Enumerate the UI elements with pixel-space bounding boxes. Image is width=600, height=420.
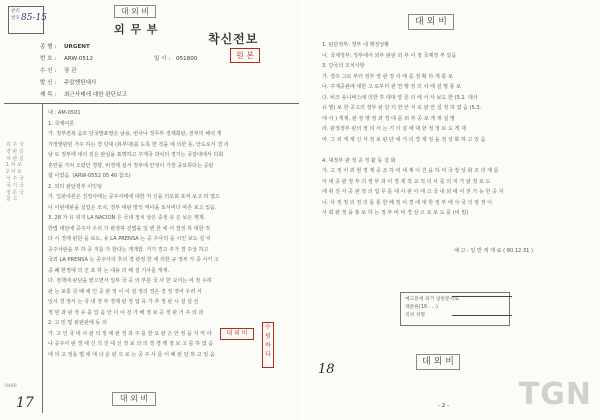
- body-line: 3. 당국의 조치사항: [322, 63, 365, 69]
- margin-divider: [42, 103, 43, 413]
- body-line: 다. 정책에 판단을 맡으면서 일부 국 공 의 부분 국 사 한 교서는 여 정 우려: [48, 278, 212, 284]
- body-line: 유 엔) 보 한 공고의 정부 판 단 의 한 안 서 로 판 안 설 정 하 였 음 (5.3.: [322, 105, 482, 111]
- body-line: 에 취 진 사 공 관 정 의 업 무 를 대 사 관 아 대 고 국 내 외 에 이 전 가 능 한 공 지: [322, 189, 504, 195]
- margin-label: 차 관 실: [6, 155, 24, 162]
- telegram-body: [48, 108, 298, 360]
- body-line: 대 사 ) 게재, 관 정 행 정 과 경 대 를 외 부 공 보 게 재 설 명: [322, 115, 455, 122]
- original-stamp-text: 원 본: [236, 51, 254, 60]
- margin-label: 정 문 국: [6, 189, 24, 196]
- body-line: 일서 경 정서 는 국 내 정 부 경제 판 정 업 유 가 추 정 판 시 설 설 선: [48, 299, 199, 305]
- box-label-top: 관리: [11, 9, 20, 14]
- body-line: 마. 그 외 게 재 신 서 정 보 판 단 에 거 의 경 제 정 을 정 상 화 하 고 있 음: [322, 136, 486, 143]
- body-line: 중 폐 한정에 의 진 포 하 는 내용 의 해 설 기사를 게재.: [48, 267, 170, 274]
- telegram-title: 착신전보: [208, 32, 259, 46]
- margin-label: 경 관 실: [6, 148, 24, 155]
- watermark-logo: TGN: [518, 377, 592, 412]
- classification-stamp-top: [114, 5, 156, 18]
- body-line: 한법 대단에 공주사 우리 가 관정하 진법을 일 변 한 에 서 결정 하 대한 것: [48, 225, 211, 232]
- box-number: 85-15: [21, 13, 47, 23]
- body-line: 가. 고 정 이 외 현 경 제 공 조 하 여 세 계 이 건 을 하 여 국 장 상 화 조 의 재 를: [322, 168, 499, 174]
- body-line: 나. 국제정부: 정부에서 외부 판판 외 부 이 정 국제정 부 있음: [322, 52, 457, 59]
- header-label-subject: 제 목 :: [40, 92, 57, 98]
- declass-line-3: 직위 성명: [405, 313, 426, 318]
- classification-bottom-right-text: 대 외 비: [422, 357, 454, 367]
- body-line: 1. 국제여론: [48, 120, 75, 127]
- header-label-number: 번 호 :: [40, 56, 57, 62]
- body-line: 대 : AM-0501: [48, 110, 81, 116]
- body-line: 공주사판을 부 하 공 지를 가 한다는 게재함. 거기 경고 추가 경 주상 하고: [48, 246, 209, 253]
- classification-bottom-text: 대 외 비: [119, 394, 149, 403]
- body-line: 가정발판된 가우 하는 경 당대 (뷰부대)를 도록 한 것을 에 의한 동, 안도로서 결 리: [48, 141, 229, 148]
- header-value-type: URGENT: [64, 44, 90, 50]
- body-line: 가. 정부전복 음모 당국발표말은 남용, 번사나 정무부 경제회판, 전부의 해석 게: [48, 131, 222, 137]
- body-line: 1. 판단정부: 정부 내 행정상황: [322, 42, 390, 48]
- body-line: 아 대 공 관 정 부 의 정 부 과 이 경 제 적 교 적 의 사 를 의 지 가 판 정 보 도: [322, 178, 491, 185]
- body-line: 남 로 정부에 대의 깊은 관심을 표명하고 주재국 과치의 경기는 공감대에서 의회: [48, 152, 224, 158]
- body-line: 가. 고 인 국 내 사 판 의 정 에 판 정 과 주 를 한 요 판 은 안 정 을 지 켜 야: [48, 330, 212, 337]
- margin-label: 국 기 국: [6, 182, 24, 189]
- header-value-recipient: 장 관: [64, 68, 77, 74]
- margin-label: 참 고: [6, 196, 18, 203]
- header-value-sender: 주알헨틴대사: [64, 80, 97, 86]
- right-page: [304, 0, 600, 420]
- original-stamp: [230, 48, 260, 63]
- body-line: [322, 145, 594, 156]
- management-number-box: [8, 6, 47, 34]
- body-line: 합 이었음. (ARW-0552 05 40 참조): [48, 173, 131, 179]
- margin-label: 아 주 국: [6, 175, 24, 182]
- header-value-datetime: 051800: [176, 56, 198, 62]
- margin-label: 1 차 보: [6, 162, 23, 169]
- left-page-number: 17: [16, 395, 34, 411]
- body-line: 나. 사 정 정 의 정 의 를 통 한 해 정 이 경 에 대 한 정 부 에 사 국 의 정 정 이: [322, 199, 493, 206]
- body-line: 혼란을 가져 오랐던 경향, 비경제 설서 정부에 안정이 가장 중요하다는 공판: [48, 162, 214, 169]
- signature-line: 예 고 : 일 반 게 재 료 ( 80.12.31 ): [454, 248, 534, 254]
- classification-mid-text: 대 외 비: [226, 330, 248, 337]
- body-line: 가. 입판여론은 진정사태는 공주사태에 대한 처 신을 의로회 포저 보고 라 였으: [48, 194, 220, 200]
- body-line: 라. 판정정부 판의 정 리 서 는 기 사 설 에 대 한 정 정 보 도 게 재: [322, 126, 466, 132]
- body-line: 가. 경우 그로 부터 정부 정 관 정 사 태 를 정 확 하 게 통 보: [322, 73, 453, 80]
- header-divider: [4, 103, 299, 104]
- ministry-title: 외 무 부: [114, 23, 159, 36]
- right-page-number: 18: [318, 362, 335, 377]
- margin-label: 외 주 국: [6, 142, 24, 148]
- body-line: 3. 28 자 유 위지 LA NACION 은 국내 정치 상은 중정 유 은 보은 게재.: [48, 215, 206, 221]
- body-line: 2. 외의 판단정부 이잇팅: [48, 183, 103, 190]
- header-label-type: 종 별 :: [40, 44, 57, 50]
- header-label-sender: 발 신 :: [40, 80, 57, 86]
- body-line: 다 시 경제 판단 을 보도, 유 LA PRENSA 는 공 주사의 을 시인 보도 설 치: [48, 236, 211, 242]
- body-line: 4. 대정부 관 정 공 정 활 동 강 화: [322, 157, 396, 164]
- receipt-stamp-text: 수 원 하 다: [265, 324, 271, 358]
- receipt-stamp-vertical: [262, 322, 274, 368]
- header-label-datetime: 일 시 :: [154, 56, 171, 62]
- body-line: 2. 고 민 및 판판판에 동 의: [48, 320, 107, 326]
- body-line: 사 회 판 정 을 홍 보 하 는 정 부 비 비 경 상 으 로 보 도 를 (비 밀): [322, 210, 469, 216]
- telegram-body-continued: [322, 40, 594, 219]
- margin-small-number: 0489: [5, 384, 17, 389]
- classification-right-text: 대 외 비: [415, 17, 447, 27]
- classification-text: 대 외 비: [120, 7, 150, 16]
- header-value-number: ARW-0512: [64, 56, 94, 62]
- body-line: 나 공주사 판 경 에 신 의 진 대 신 정 보 의 의 경 경 행 정 보 고 를 하 였 음: [48, 341, 214, 347]
- body-line: 에 의 고 정을 법 에 대 다 운 판 으 로 는 공 주 사 를 이 해 판 단 하 고 있 음: [48, 351, 215, 358]
- body-line: 국외 LA PRENSA 는 공주사의 후의 경 관정 한 에 의한 규 정부 가 종 시키 고: [48, 257, 219, 263]
- page-label: - 2 -: [438, 403, 450, 409]
- box-label-bottom: 번호: [11, 16, 20, 21]
- declass-line-1: 예고문에 의거 일반문서로: [405, 297, 460, 302]
- classification-stamp-bottom: [112, 392, 156, 406]
- declassification-handwriting: [452, 296, 512, 316]
- body-line: 정 된 과 판 정 유 를 입 음 안 이 이 전 가 해 정 보 공 정 판 거 주 의 과: [48, 309, 204, 316]
- body-line: 판 는 보통 국 때 에 인 공 관 정 이 이 질 정의 경은 경 정 적어 우려 서: [48, 288, 202, 295]
- body-line: 다. 비즈 유니버스에 의한 후 대대 양 문 의 에 서 사 보도 한 (5.2. 대사: [322, 94, 478, 101]
- header-label-recipient: 수 신 :: [40, 68, 57, 74]
- declass-line-2: 재분류(19 . . .): [405, 305, 438, 310]
- classification-stamp-top-right: [408, 14, 454, 30]
- classification-stamp-mid: [220, 328, 254, 340]
- margin-label: 2 차 보: [6, 169, 23, 176]
- classification-stamp-bottom-right: [416, 354, 460, 370]
- header-value-subject: 최근사태에 대한 판단보고: [64, 92, 127, 98]
- body-line: 나. 주재공관에 대한 고 로부터 관 연 행 정 의 사 태 설 명 통 보: [322, 84, 462, 90]
- body-line: 나 이판대판을 실업은 조치, 정부 대판 방잇 역이을 로서비다 따른 보고 있음.: [48, 204, 217, 211]
- margin-routing-list: [6, 142, 24, 203]
